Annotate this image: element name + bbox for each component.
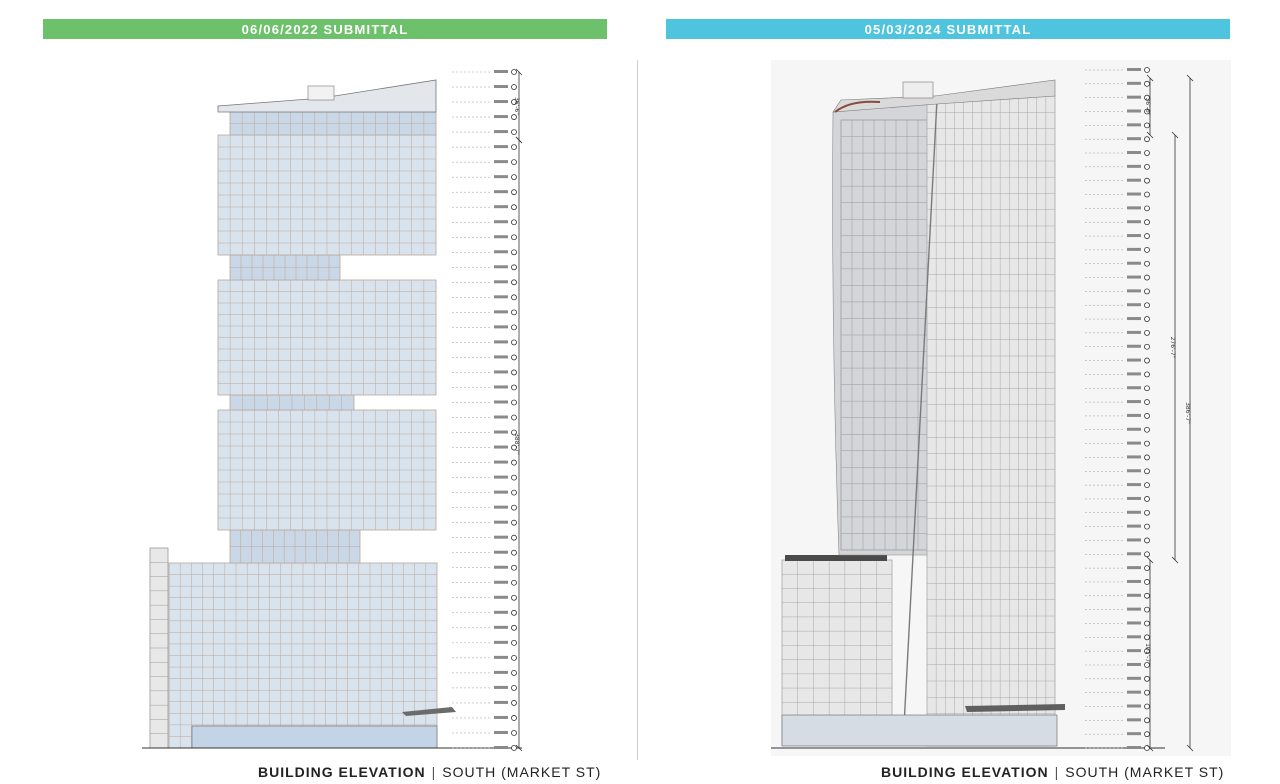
elevation-caption <box>881 764 1224 780</box>
submittal-banner-2024: 05/03/2024 SUBMITTAL <box>666 19 1230 39</box>
submittal-banner-2022: 06/06/2022 SUBMITTAL <box>43 19 607 39</box>
caption-title: BUILDING ELEVATION <box>258 764 426 780</box>
podium-roof-railing <box>785 555 887 561</box>
level-markers <box>452 70 517 751</box>
ground-floor-storefront <box>192 726 437 748</box>
elevation-drawing-2024 <box>645 0 1265 784</box>
dim-upper-label: 36'-6" <box>513 96 520 116</box>
rooftop-mechanical <box>308 86 334 100</box>
tower-main-face-mullions <box>927 96 1055 746</box>
elevation-caption <box>258 764 601 780</box>
elevation-drawing-2022 <box>22 0 642 784</box>
ground-floor-storefront <box>782 715 1057 746</box>
caption-subtitle: SOUTH (MARKET ST) <box>1065 764 1225 780</box>
dim-podium-label: 101'-7" <box>1144 643 1151 665</box>
rooftop-mechanical <box>903 82 933 98</box>
dim-overall-label: 388'-7" <box>513 433 520 455</box>
caption-title: BUILDING ELEVATION <box>881 764 1049 780</box>
caption-separator: | <box>1054 764 1060 780</box>
dim-overall-label: 386'-7" <box>1184 402 1191 424</box>
caption-separator: | <box>431 764 437 780</box>
dim-tower-label: 276'-7" <box>1169 336 1176 359</box>
panel-2024-submittal <box>645 0 1265 784</box>
panel-2022-submittal <box>22 0 642 784</box>
dim-upper-label: 36'-6" <box>1144 97 1151 116</box>
caption-subtitle: SOUTH (MARKET ST) <box>442 764 602 780</box>
